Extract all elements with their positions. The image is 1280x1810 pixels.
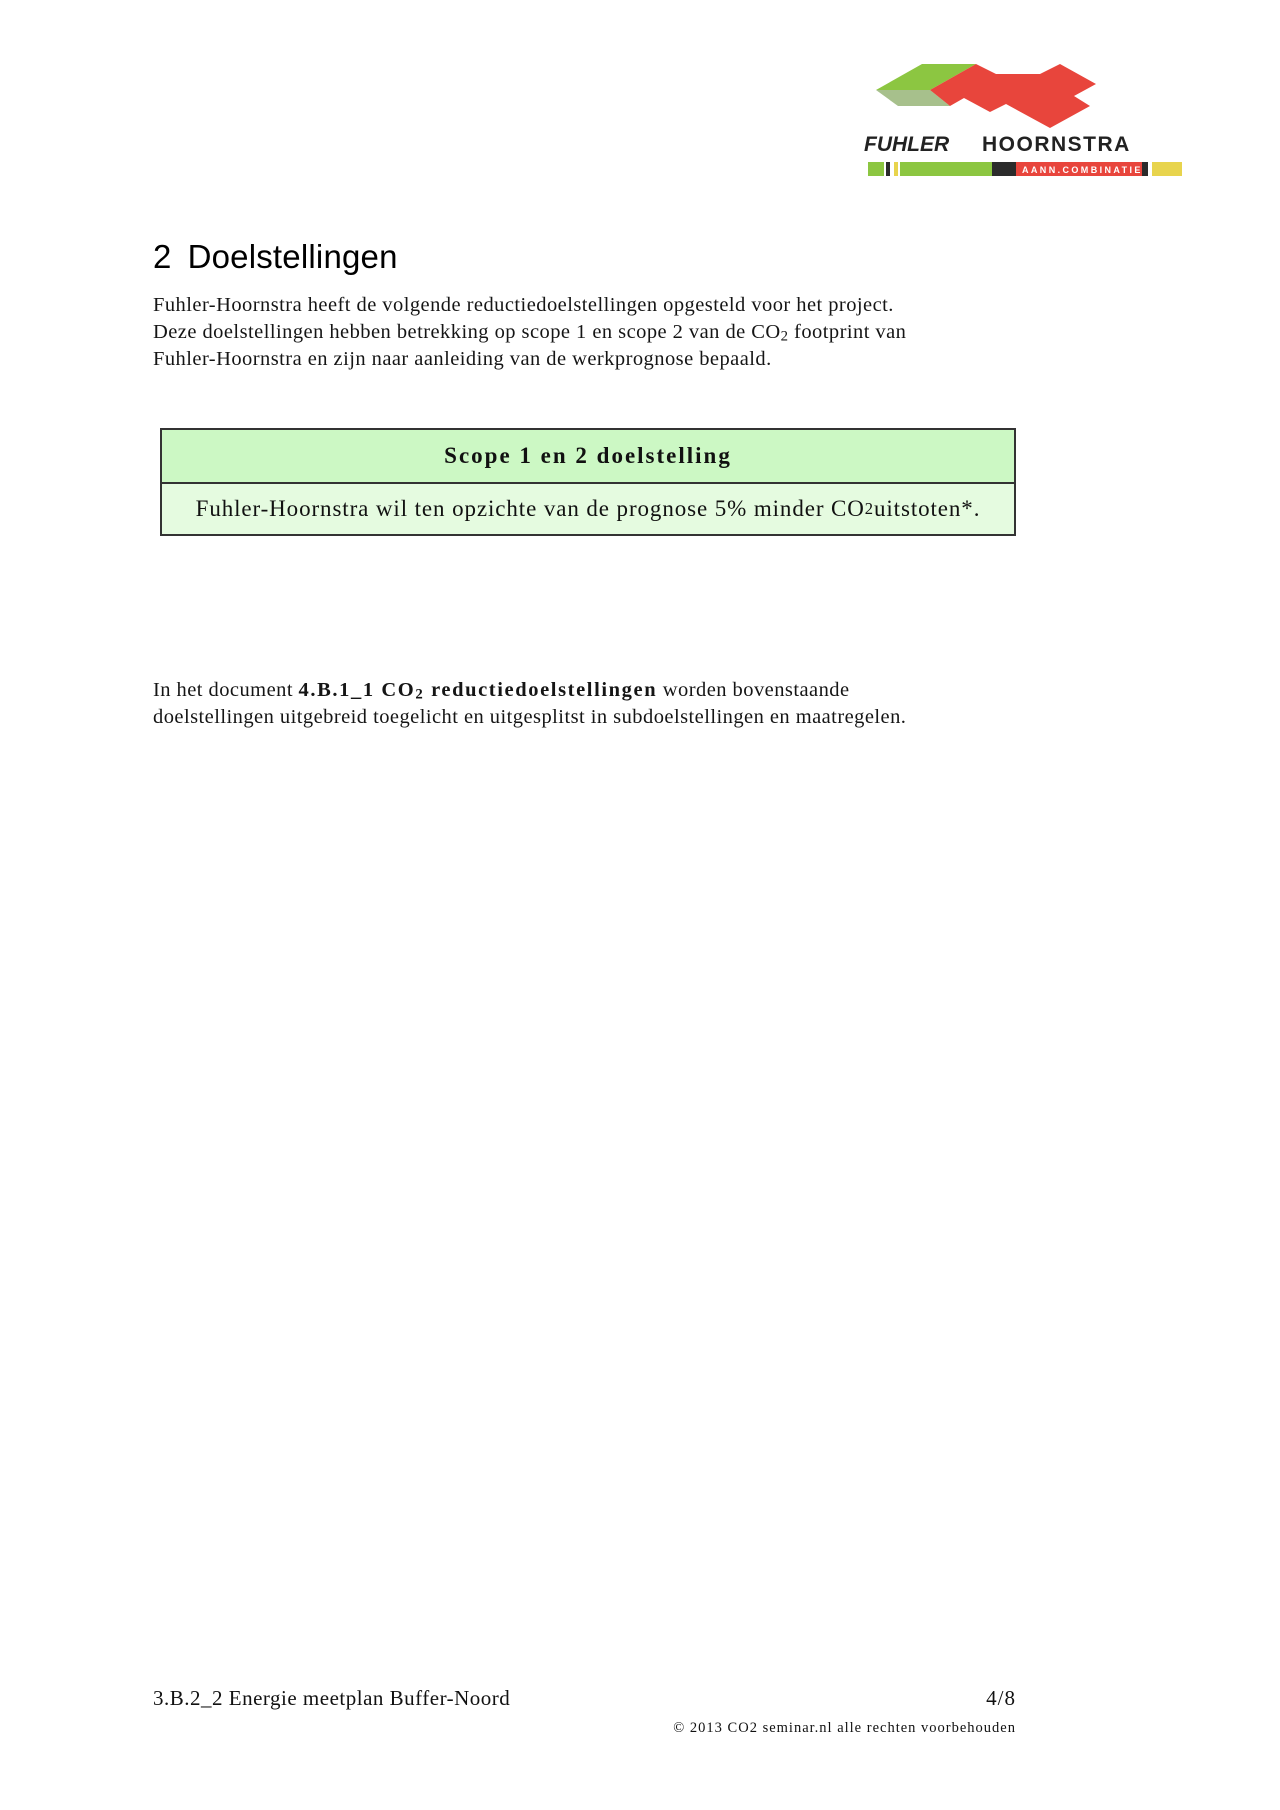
intro-line-2: Deze doelstellingen hebben betrekking op scope 1 en scope 2 van de $CO_2$ footprint van [153, 321, 907, 345]
section-title: Doelstellingen [187, 238, 398, 275]
reference-line-1: In het document 4.B.1_1 $CO_2$ reductiedoelstellingen worden bovenstaande [153, 679, 850, 703]
goal-table-statement: Fuhler-Hoornstra wil ten opzichte van de prognose 5% minder CO 2 uitstoten*. [195, 496, 981, 521]
company-logo [864, 58, 1210, 184]
logo-tagline: AANN.COMBINATIE [1022, 165, 1143, 175]
goal-table-header: Scope 1 en 2 doelstelling [162, 430, 1014, 484]
goal-table [160, 428, 1016, 536]
reference-line-2: doelstellingen uitgebreid toegelicht en uitgesplitst in subdoelstellingen en maatregelen. [153, 706, 907, 728]
logo-name-part2: HOORNSTRA [982, 133, 1131, 156]
footer-page-number: 4/8 [986, 1686, 1016, 1710]
intro-line-1: Fuhler-Hoornstra heeft de volgende reductiedoelstellingen opgesteld voor het project. [153, 294, 894, 316]
intro-paragraph [153, 292, 1053, 373]
intro-line-3: Fuhler-Hoornstra en zijn naar aanleiding van de werkprognose bepaald. [153, 348, 772, 370]
footer-document-title: 3.B.2_2 Energie meetplan Buffer-Noord [153, 1686, 511, 1710]
referenced-document: 4.B.1_1 $CO_2$ reductiedoelstellingen [298, 679, 658, 703]
logo-name-part1: FUHLER [864, 133, 950, 156]
reference-paragraph [153, 677, 1053, 731]
section-number: 2 [153, 238, 172, 275]
footer-copyright: © 2013 CO2 seminar.nl alle rechten voorbehouden [673, 1720, 1016, 1736]
section-heading [153, 238, 398, 276]
